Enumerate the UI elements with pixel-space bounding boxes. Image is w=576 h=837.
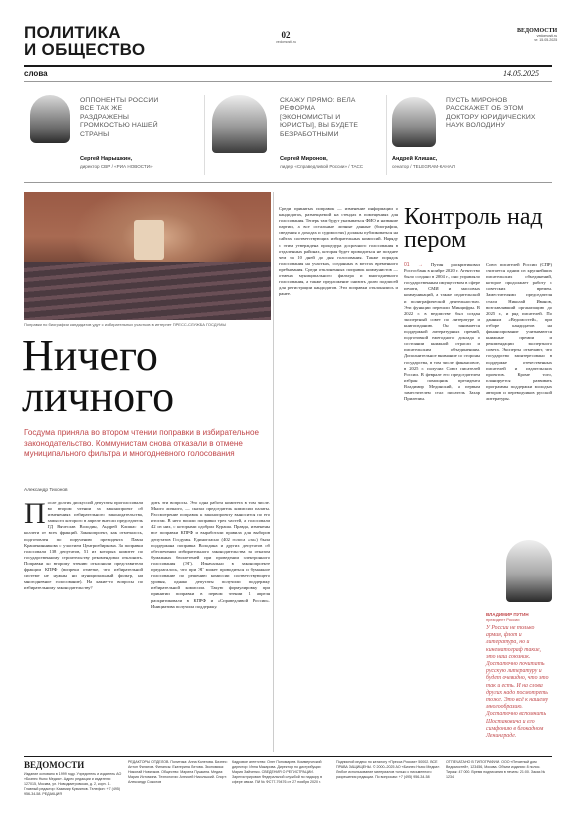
quote-divider-1: [204, 95, 205, 175]
pull-quote: ВЛАДИМИР ПУТИН президент России У России не только армия, флот и литература, но и кинематограф такие, это наш союзник. Достаточно почитать русскую литературу и будет очевидно, что это так и есть. И на слова других надо посмотреть тоже. Это всё к нашему многообразию. Достаточно вспомнить Шостаковича и его симфонию в блокадном Ленинграде.: [486, 612, 549, 740]
article1-col3: Среди принятых поправок — изменение информации о кандидатах, размещаемой на стендах в помещениях для голосования. Теперь там будут указываться ФИО и название партии, а все остальные личные данные (биография, сведения о доходах и судимостях) должны публиковаться на сайтах соответствующих избирательных комиссий. Наряду с этим утверждена процедура досрочного голосования в отдаленных районах, которая будет проводиться не позднее чем за 10 дней до дня голосования. Также порядок голосования на участках, созданных в местах временного пребывания. Среди отклоненных поправок коммунистов — отмена муниципального фильтра и многодневного голосования, а также предложение снизить долю подписей для регистрации кандидатов. Эти поправки отклонялись и ранее.: [279, 206, 398, 297]
portrait-mironov: [212, 95, 267, 153]
header-rule: [24, 65, 552, 67]
footer-logo: ВЕДОМОСТИ: [24, 760, 85, 770]
brand-logo: ВЕДОМОСТИ: [517, 28, 558, 34]
article1-headline: Ничего личного: [22, 331, 175, 421]
article1-author: Александр Тихонов: [24, 488, 68, 493]
quote-3: ПУСТЬ МИРОНОВ РАССКАЖЕТ ОБ ЭТОМ ДОКТОРУ ЮРИДИЧЕСКИХ НАУК ВОЛОДИНУ Андрей Клишас, сенатор / TELEGRAM-КАНАЛ: [392, 97, 536, 169]
article2-col1: 01 → Путин раскритиковал Росгосбанк в ноябре 2020 г. Агентство было создано в 2004 г., оно управляло государственным имуществом в сфере печати, СМИ и массовых коммуникаций, а также издательской и полиграфической деятельностью. Эти функции перешли Минцифры. В 2022 г. в ведомстве был создан экспертный совет по литературе и книгоизданию. Он занимается поддержкой литературных премий, подготовкой ежегодного доклада о состоянии книжной отрасли и писательским объединениям. Дополнительное внимание со стороны государства, в том числе финансовое, в 2025 г. получил Союз писателей России. В феврале его председателем избран помощник президента Владимир Мединский, а первым заместителем стал писатель Захар Прилепин.: [404, 262, 480, 402]
putin-portrait: [506, 540, 552, 602]
article2-col2: Союз писателей России (СПР) считается одним из крупнейших писательских объединений, которое продолжает работу с советских времен. Заместителями председателя стали Николай Иванов, возглавлявший организацию до 2025 г., и ряд писателей. По данным «Ведомостей», при отборе кандидатов на финансирование учитываются книжные премии и рекомендации экспертного совета. Эксперты отмечают, что государство заинтересовано в поддержке отечественных писателей и издательских проектов. Кроме того, планируется развивать программы поддержки молодых авторов и переводчиков русской литературы.: [486, 262, 552, 402]
footer-col-4: Подписной индекс по каталогу «Пресса России» 50002. ВСЕ ПРАВА ЗАЩИЩЕНЫ. © 2000–2025 АО «Бизнес Ньюс Медиа». Любое использование материалов только с письменного разрешения редакции. По вопросам: +7 (495) 956-34-58: [336, 760, 441, 780]
footer-col-3: Кадровое агентство: Олег Пономарев. Коммерческий директор: Инна Макарова. Директор по дистрибуции: Мария Зайченко. СВЕДЕНИЯ О РЕГИСТРАЦИИ. Зарегистрирован Федеральной службой по надзору в сфере связи. ПИ № ФС77-79476 от 27 ноября 2020 г.: [232, 760, 323, 785]
quotes-rule: [24, 182, 552, 183]
photo-caption: Поправки по биографии кандидатов удут с избирательных участков в интернет ПРЕСС-СЛУЖБА ГОСДУМЫ: [24, 322, 227, 327]
quote-divider-2: [386, 95, 387, 175]
portrait-naryshkin: [30, 95, 70, 143]
article2-headline: Контроль над пером: [404, 204, 543, 253]
brand-block: ВЕДОМОСТИ vedomosti.ru чт. 15.05.2025: [517, 28, 558, 42]
article-divider: [273, 192, 274, 752]
duma-photo: [24, 192, 271, 320]
section-title: ПОЛИТИКА И ОБЩЕСТВО: [24, 23, 146, 59]
footer-rule: [24, 756, 552, 757]
rubric-rule: [24, 81, 552, 82]
date: 14.05.2025: [503, 69, 539, 78]
quote-2: СКАЖУ ПРЯМО: ВЕЛА РЕФОРМА [ЭКОНОМИСТЫ И ЮРИСТЫ], ВЫ БУДЕТЕ БЕЗРАБОТНЫМИ Сергей Миронов, лидер «Справедливой России» / ТАСС: [210, 95, 388, 173]
rubric: слова: [24, 69, 48, 78]
portrait-klishas: [392, 97, 436, 147]
footer-col-1: Издание основано в 1999 году. Учредитель и издатель АО «Бизнес Ньюс Медиа». Адрес редакции и издателя: 127015, Москва, ул. Новодмитровская, д. 2, корп. 1. Главный редактор: Казимир Кузминов. Телефон: +7 (495) 956-34-58. РЕДАКЦИЯ: [24, 772, 122, 797]
article1-col2: дить эти вопросы. Это одна работа комитета в том числе. Много личного, — сказал председатель комиссии палаты. Рассмотрение поправок к законопроекту выносится по его итогам. В него вошли поправки трех частей, а голосовали 42 из них, с которыми одобрил Кураша. Правда, изменены все поправки КПРФ и выработали правила для выборов депутатов Госдумы. Единогласно (402 голоса «за») была поддержана поправка Володина и других депутатов об обеспечении избирательного законодательства за отказом бумажных бюллетеней при проведении электронного голосования (ЭГ). Изначально в законопроекте предлагалось, что при ЭГ может проводиться и бумажное голосование по решению комиссии соответствующего уровня, однако депутаты получили поддержку избирательной комиссии. Такую формулировку при принятии поправки в первом чтении 1 апреля раскритиковали в КПРФ и «Справедливой России». Инициатива получила поддержку.: [151, 500, 270, 609]
page-number: 02 vedomosti.ru: [276, 30, 297, 44]
footer-col-2: РЕДАКТОРЫ ОТДЕЛОВ. Политика: Анна Колегова. Бизнес: Антон Филатов. Финансы: Екатерина Литова. Экономика: Николай Новичков. Общество: Марина Пушкина. Медиа: Мария Истомина. Технологии: Алексей Никольский. Спорт: Александр Соколов: [128, 760, 228, 785]
dropcap: П: [24, 500, 46, 530]
article1-lead: Госдума приняла во втором чтении поправки в избирательное законодательство. Коммунистам снова отказали в отмене муниципального фильтра и многодневного голосования: [24, 428, 260, 459]
quote-1: ОППОНЕНТЫ РОССИИ ВСЕ ТАК ЖЕ РАЗДРАЖЕНЫ ГРОМКОСТЬЮ НАШЕЙ СТРАНЫ Сергей Нарышкин, директор СВР / «РИА НОВОСТИ»: [30, 95, 208, 173]
footer-col-5: ОТПЕЧАТАНО В ТИПОГРАФИИ. ООО «Печатный дом Ведомостей», 123456, Москва. Объем издания: 8 полос. Тираж: 47 000. Время подписания в печать: 21:00. Заказ № 1234: [446, 760, 546, 780]
article1-col1: После долгих дискуссий депутаты проголосовали во втором чтении за законопроект об изменениях избирательного законодательства, замысел которого в апреле внесли председатель ГД Вячеслав Володин, Андрей Клишас и коллеги от всех фракций. Законопроект, как отмечалось, подготовлен по поручению президента Павла Крашенинникова с участием Центризбиркома. За поправки голосовали 138 депутатов, 51 из которых комитет по государственному строительству рекомендовал отклонить. Поправки ко второму чтению отклонили представители фракции КПРФ (вопреки отметке, что избирательной системе не нужны ни муниципальный фильтр, ни многодневное голосование). На какие-то вопросы по избирательному законодательству?: [24, 500, 143, 591]
